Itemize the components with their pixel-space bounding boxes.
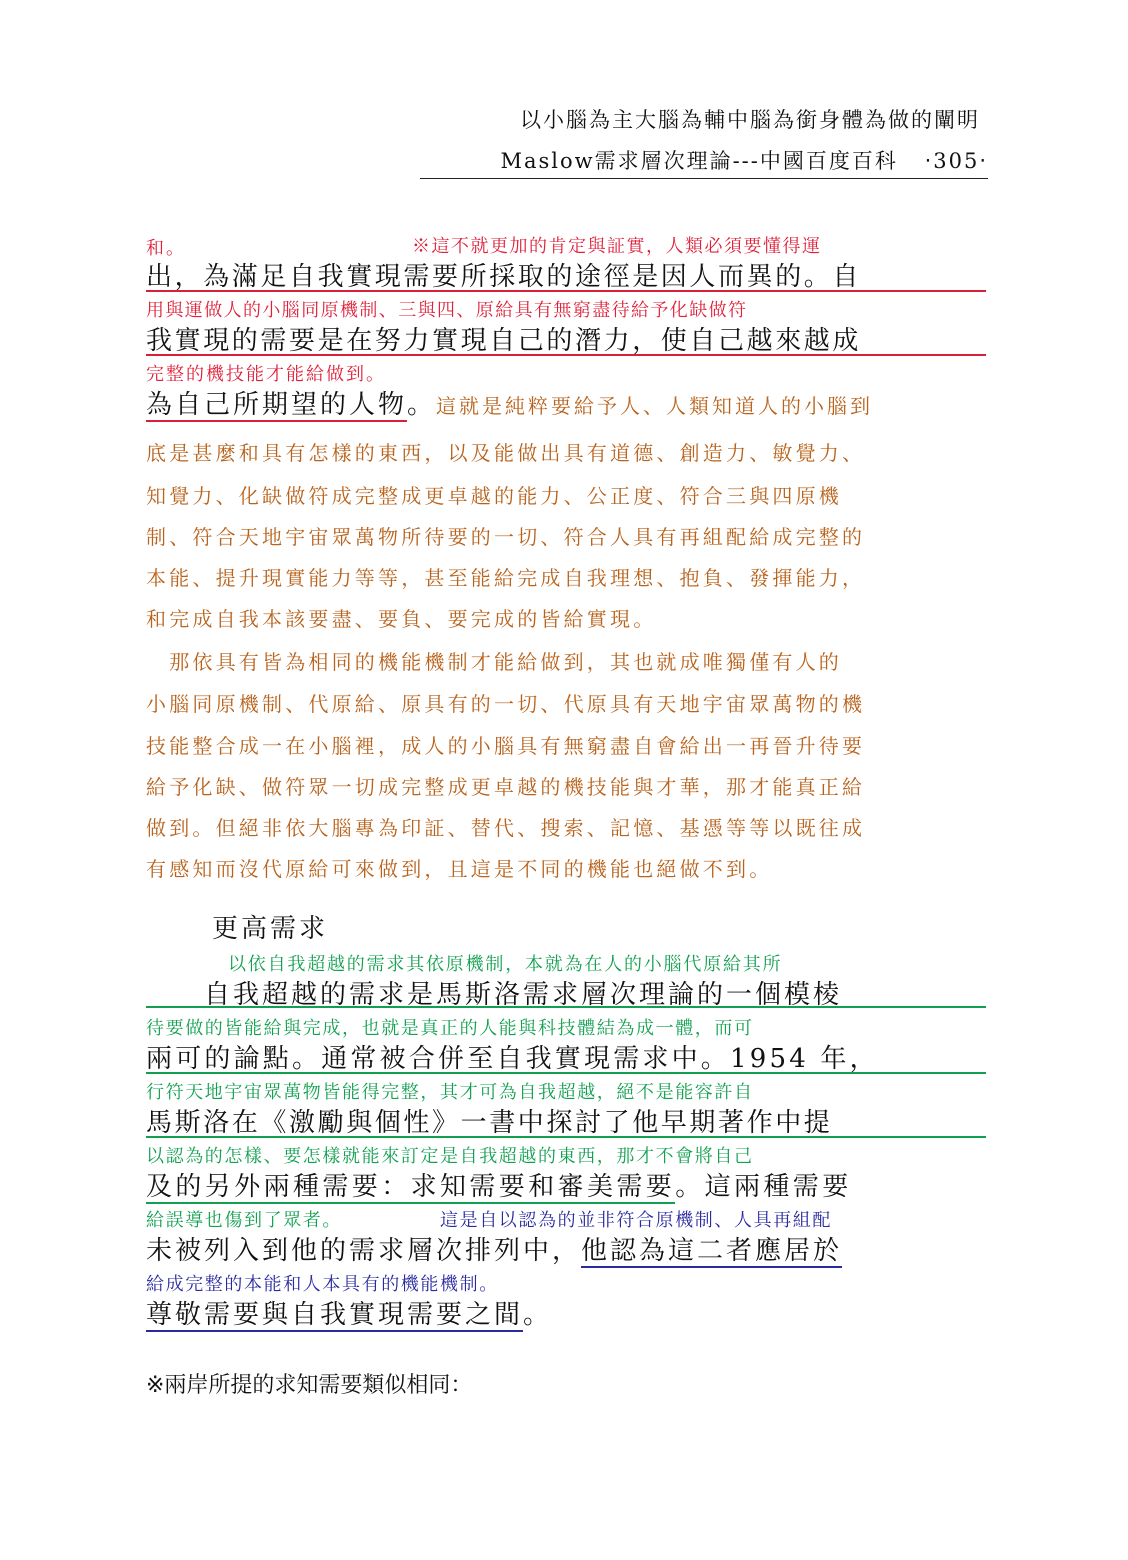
annotation-s2-4: 以認為的怎樣、要怎樣就能來訂定是自我超越的東西，那才不會將自己 [146, 1146, 754, 1167]
annotation-note: ※這不就更加的肯定與証實，人類必須要懂得運 [412, 236, 822, 257]
quote-s2-line-6 [146, 1294, 552, 1331]
section-heading: 更高需求 [212, 914, 329, 944]
para2-line-3: 技能整合成一在小腦裡，成人的小腦具有無窮盡自會給出一再晉升待要 [146, 734, 866, 758]
quote-s2-line-3: 馬斯洛在《激勵與個性》一書中探討了他早期著作中提 [146, 1102, 986, 1138]
body-line-1: 底是甚麼和具有怎樣的東西，以及能做出具有道德、創造力、敏覺力、 [146, 441, 866, 465]
quote-line-1: 出，為滿足自我實現需要所採取的途徑是因人而異的。自 [146, 256, 986, 292]
body-line-4: 本能、提升現實能力等等，甚至能給完成自我理想、抱負、發揮能力， [146, 566, 866, 590]
document-title: 以小腦為主大腦為輔中腦為銜身體為做的闡明 [520, 108, 980, 132]
annotation-s2-2: 待要做的皆能給與完成，也就是真正的人能與科技體結為成一體，而可 [146, 1018, 754, 1039]
annotation-line-3: 完整的機技能才能給做到。 [146, 364, 386, 385]
annotation-s2-5a: 給誤導也傷到了眾者。 [146, 1210, 342, 1231]
quote-s2-line-5b: 他認為這二者應居於 [581, 1236, 843, 1266]
quote-line-3-text: 為自己所期望的人物 [146, 390, 408, 420]
body-line-3: 制、符合天地宇宙眾萬物所待要的一切、符合人具有再組配給成完整的 [146, 525, 866, 549]
quote-s2-line-6-end: 。 [523, 1300, 553, 1330]
footer-note: ※兩岸所提的求知需要類似相同： [146, 1373, 473, 1398]
quote-line-3-end: 。 [407, 390, 437, 420]
quote-line-3 [146, 384, 873, 421]
para2-line-4: 給予化缺、做符眾一切成完整成更卓越的機技能與才華，那才能真正給 [146, 775, 866, 799]
quote-s2-line-5 [146, 1230, 842, 1267]
annotation-s2-3: 行符天地宇宙眾萬物皆能得完整，其才可為自我超越，絕不是能容許自 [146, 1082, 754, 1103]
para2-line-2: 小腦同原機制、代原給、原具有的一切、代原具有天地宇宙眾萬物的機 [146, 692, 866, 716]
quote-s2-line-4a: 及的另外兩種需要：求知需要和審美需要 [146, 1172, 676, 1202]
quote-s2-line-4 [146, 1166, 852, 1203]
annotation-s2-6: 給成完整的本能和人本具有的機能機制。 [146, 1274, 499, 1295]
body-line-2: 知覺力、化缺做符成完整成更卓越的能力、公正度、符合三與四原機 [146, 484, 842, 508]
annotation-s2-5b: 這是自以認為的並非符合原機制、人具再組配 [440, 1210, 832, 1231]
annotation-s2-1: 以依自我超越的需求其依原機制，本就為在人的小腦代原給其所 [228, 954, 783, 975]
annotation-line-4: 這就是純粹要給予人、人類知道人的小腦到 [436, 394, 874, 418]
body-line-5: 和完成自我本該要盡、要負、要完成的皆給實現。 [146, 607, 657, 631]
quote-s2-line-6-text: 尊敬需要與自我實現需要之間 [146, 1300, 524, 1330]
para2-line-6: 有感知而沒代原給可來做到，且這是不同的機能也絕做不到。 [146, 857, 773, 881]
subtitle-text: Maslow需求層次理論---中國百度百科 [500, 149, 898, 173]
quote-s2-line-5a: 未被列入到他的需求層次排列中， [146, 1236, 582, 1266]
annotation-start: 和。 [146, 238, 186, 259]
para2-line-5: 做到。但絕非依大腦專為印証、替代、搜索、記憶、基憑等等以既往成 [146, 816, 866, 840]
document-subtitle [420, 145, 988, 179]
quote-s2-line-1: 自我超越的需求是馬斯洛需求層次理論的一個模棱 [146, 974, 986, 1008]
para2-line-1: 那依具有皆為相同的機能機制才能給做到，其也就成唯獨僅有人的 [146, 650, 842, 674]
quote-s2-line-2: 兩可的論點。通常被合併至自我實現需求中。1954 年， [146, 1038, 986, 1074]
quote-line-2: 我實現的需要是在努力實現自己的潛力，使自己越來越成 [146, 320, 986, 356]
quote-s2-line-4b: 。這兩種需要 [675, 1172, 852, 1202]
page-number: ‧305‧ [924, 149, 988, 173]
annotation-line-2: 用與運做人的小腦同原機制、三與四、原給具有無窮盡待給予化缺做符 [146, 300, 748, 321]
